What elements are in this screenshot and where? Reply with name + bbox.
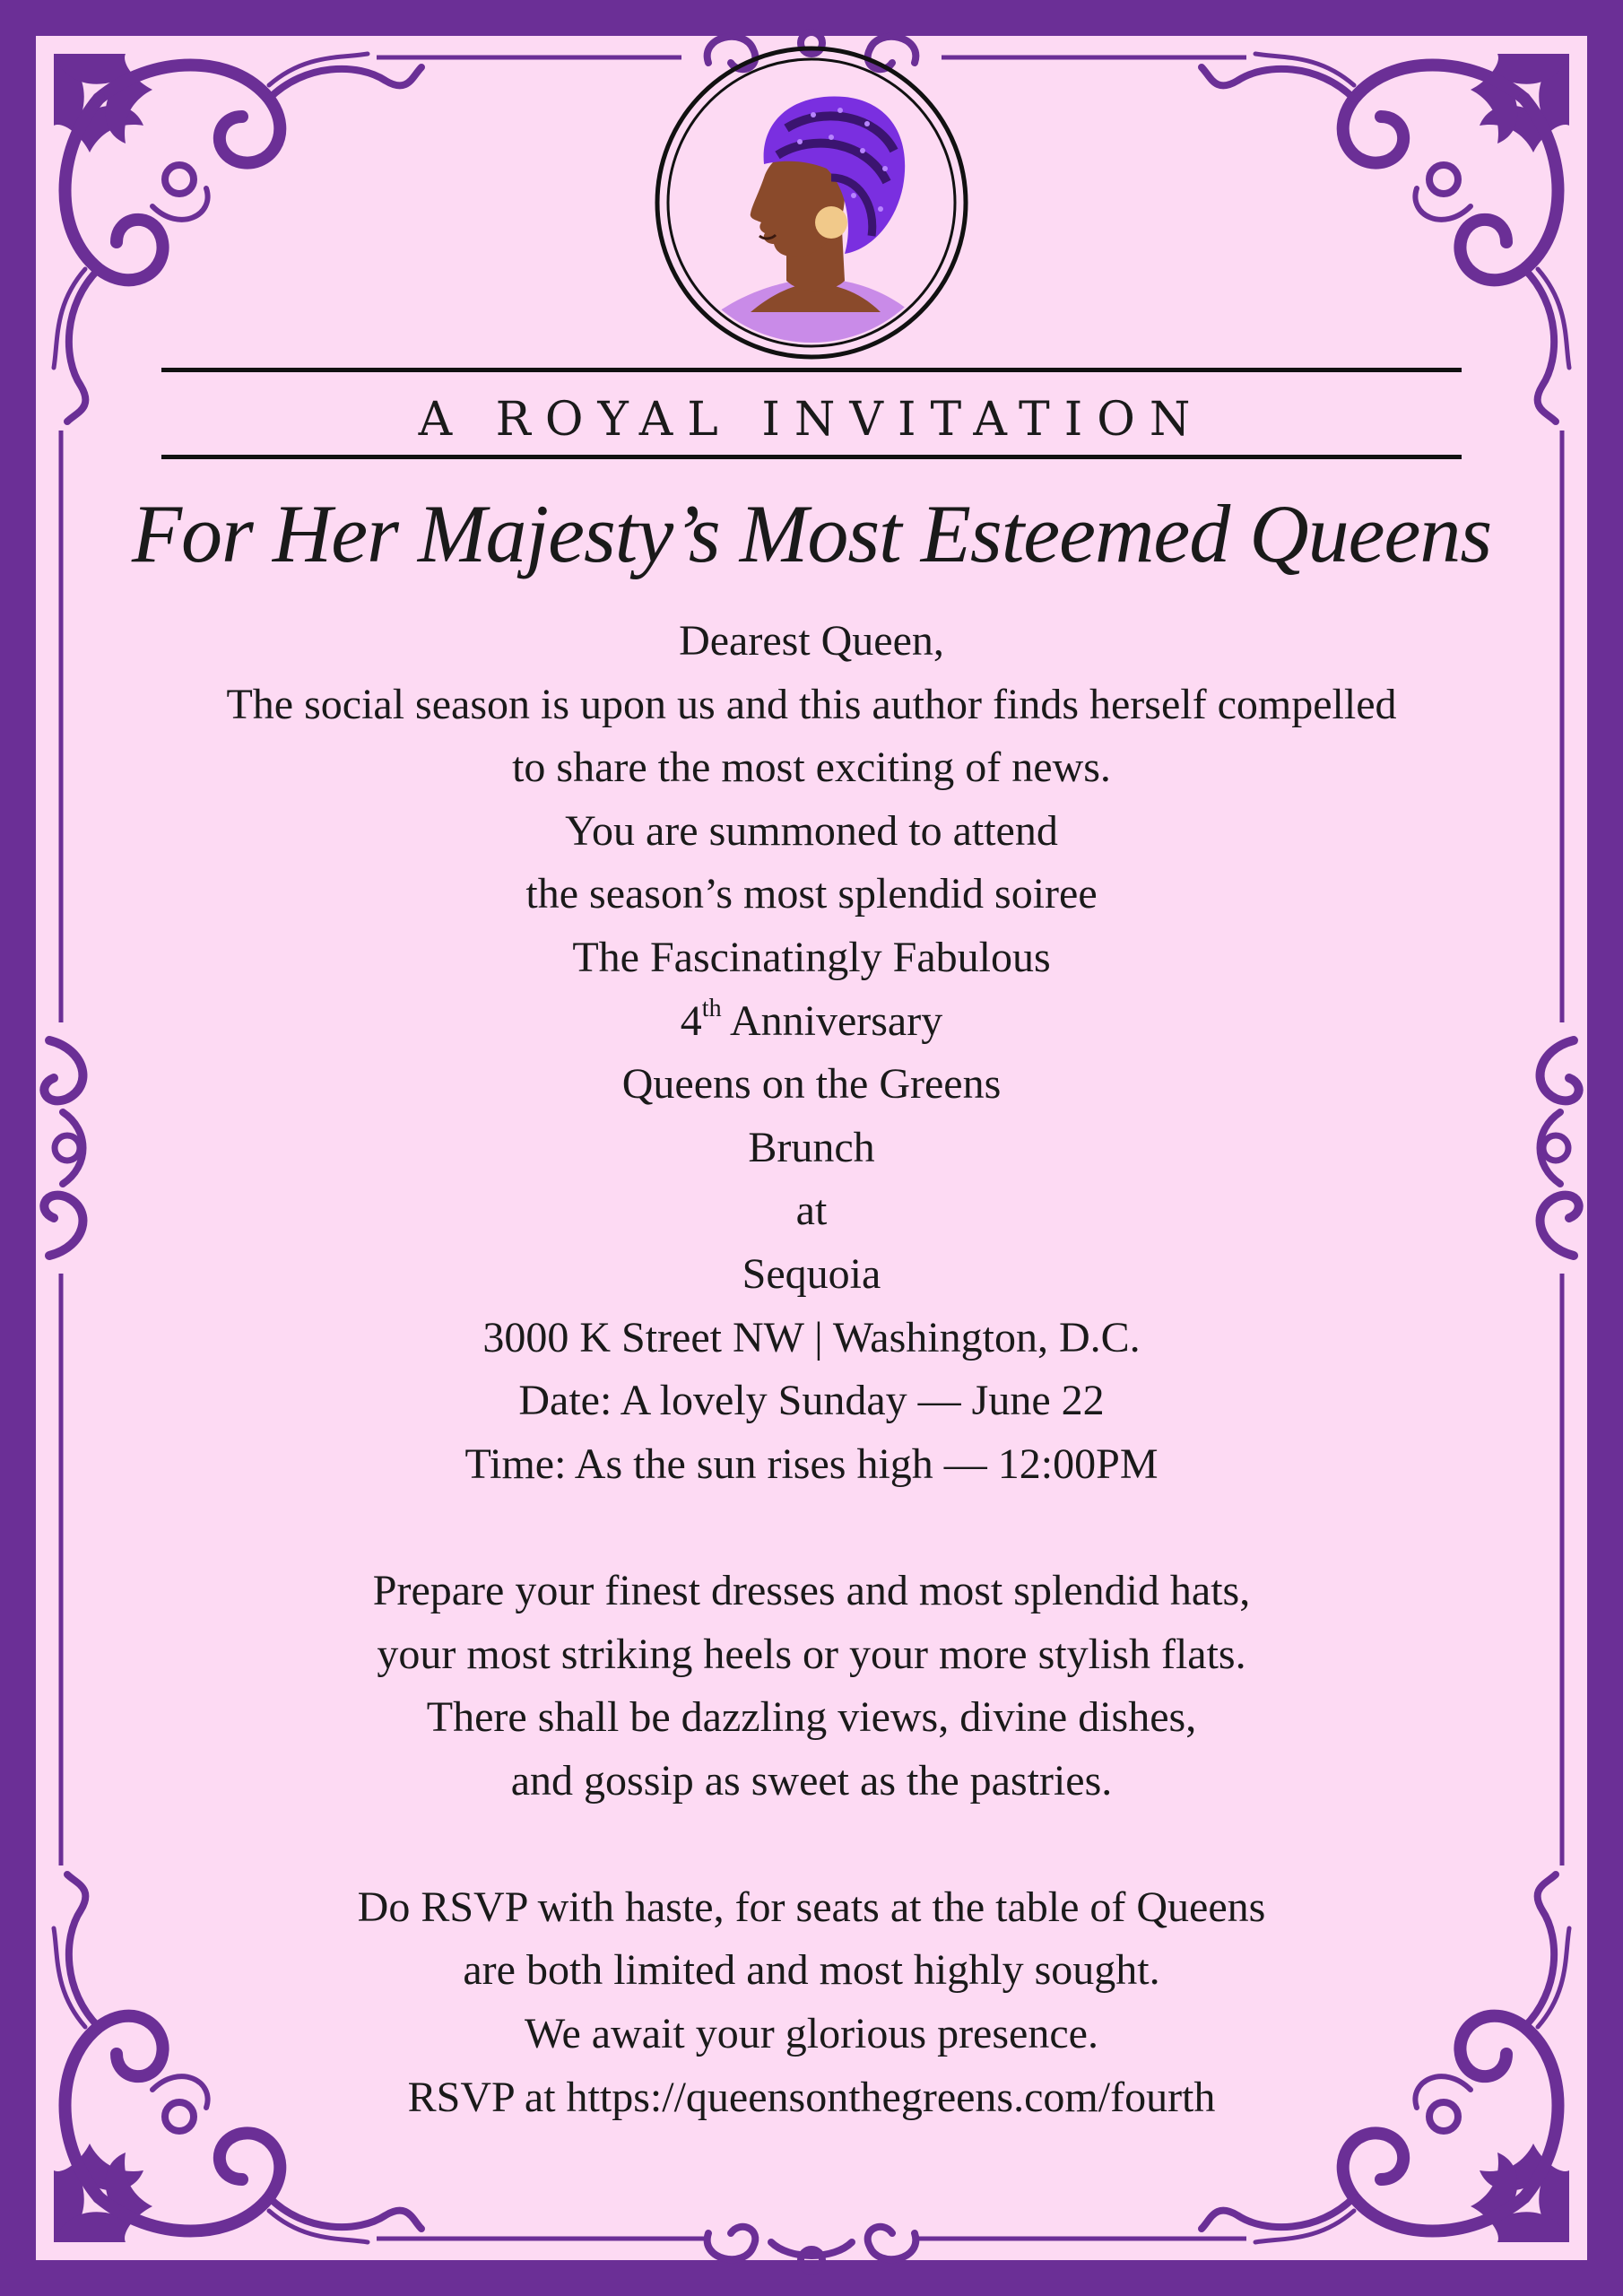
anniversary-number: 4 [680, 996, 702, 1045]
invitation-heading: A ROYAL INVITATION [418, 393, 1205, 447]
attire-line: There shall be dazzling views, divine dishes, [426, 1693, 1197, 1742]
heading-rule-top [161, 368, 1462, 372]
corner-ornament-top-right [1202, 54, 1569, 422]
bottom-flourish [707, 2227, 916, 2271]
heading-rule-bottom [161, 455, 1462, 459]
side-ornament-right [1541, 1040, 1579, 1256]
invitation-subtitle: For Her Majesty’s Most Esteemed Queens [131, 488, 1492, 579]
woman-headwrap-portrait [652, 43, 971, 362]
event-name: Queens on the Greens [621, 1060, 1002, 1109]
paragraph-gap [108, 1496, 1515, 1560]
intro-line: The social season is upon us and this author finds herself compelled [226, 680, 1397, 728]
rsvp-line: Do RSVP with haste, for seats at the table of Queens [357, 1883, 1266, 1931]
rsvp-link[interactable]: RSVP at https://queensonthegreens.com/fourth [407, 2073, 1216, 2121]
intro-line: to share the most exciting of news. [512, 744, 1111, 792]
anniversary-line [108, 990, 1515, 1054]
event-venue: Sequoia [742, 1249, 881, 1298]
intro-line: You are summoned to attend [565, 806, 1058, 855]
attire-line: your most striking heels or your more stylish flats. [377, 1630, 1246, 1678]
rsvp-line: We await your glorious presence. [525, 2010, 1098, 2058]
event-date: Date: A lovely Sunday — June 22 [518, 1377, 1105, 1425]
side-ornament-left [44, 1040, 82, 1256]
paragraph-gap [108, 1813, 1515, 1876]
anniversary-word: Anniversary [729, 996, 943, 1045]
event-type: Brunch [748, 1123, 875, 1171]
event-at: at [795, 1187, 828, 1235]
attire-line: Prepare your finest dresses and most splendid hats, [372, 1566, 1251, 1614]
greeting: Dearest Queen, [679, 617, 944, 665]
attire-line: and gossip as sweet as the pastries. [510, 1756, 1113, 1805]
intro-line: The Fascinatingly Fabulous [572, 933, 1051, 981]
corner-ornament-top-left [54, 54, 421, 422]
rsvp-line: are both limited and most highly sought. [463, 1946, 1160, 1995]
event-time: Time: As the sun rises high — 12:00PM [464, 1439, 1159, 1488]
invitation-body [108, 610, 1515, 2129]
event-address: 3000 K Street NW | Washington, D.C. [482, 1313, 1141, 1361]
intro-line: the season’s most splendid soiree [525, 870, 1098, 918]
anniversary-suffix: th [701, 994, 722, 1022]
